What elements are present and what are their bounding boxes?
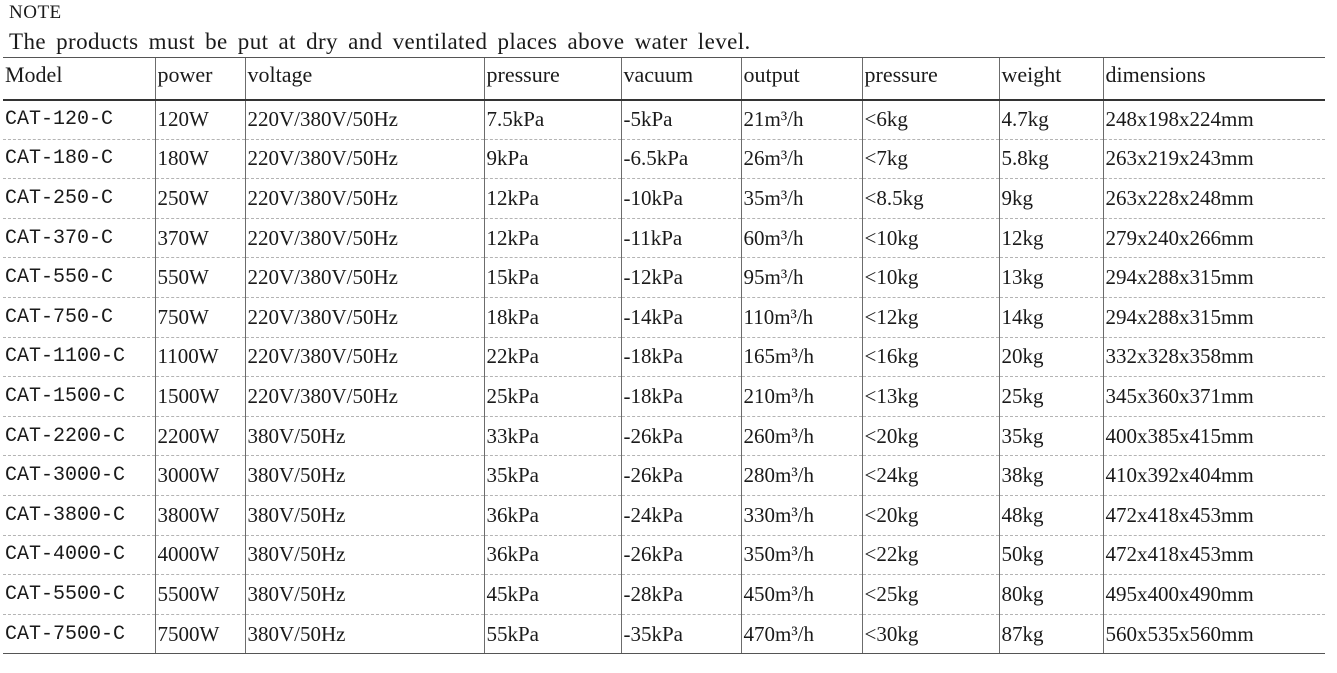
cell-weight: 9kg — [999, 179, 1103, 219]
cell-vacuum: -18kPa — [621, 337, 741, 377]
cell-power: 750W — [155, 297, 245, 337]
cell-voltage: 220V/380V/50Hz — [245, 179, 484, 219]
spec-table — [3, 57, 1325, 654]
cell-voltage: 220V/380V/50Hz — [245, 258, 484, 298]
cell-output: 26m³/h — [741, 139, 862, 179]
header-voltage: voltage — [245, 58, 484, 100]
cell-output: 110m³/h — [741, 297, 862, 337]
cell-weight: 48kg — [999, 495, 1103, 535]
cell-vacuum: -10kPa — [621, 179, 741, 219]
cell-weight: 20kg — [999, 337, 1103, 377]
cell-model: CAT-3000-C — [3, 456, 155, 496]
cell-dimensions: 472x418x453mm — [1103, 535, 1325, 575]
cell-vacuum: -5kPa — [621, 100, 741, 140]
cell-weight: 38kg — [999, 456, 1103, 496]
cell-dimensions: 279x240x266mm — [1103, 218, 1325, 258]
cell-voltage: 380V/50Hz — [245, 495, 484, 535]
cell-output: 450m³/h — [741, 575, 862, 615]
cell-weight: 50kg — [999, 535, 1103, 575]
cell-pressure-2: <30kg — [862, 614, 999, 654]
cell-output: 280m³/h — [741, 456, 862, 496]
cell-weight: 87kg — [999, 614, 1103, 654]
cell-vacuum: -14kPa — [621, 297, 741, 337]
cell-dimensions: 263x219x243mm — [1103, 139, 1325, 179]
cell-pressure-2: <24kg — [862, 456, 999, 496]
table-row — [3, 377, 1325, 417]
cell-pressure-2: <12kg — [862, 297, 999, 337]
table-row — [3, 416, 1325, 456]
cell-weight: 5.8kg — [999, 139, 1103, 179]
cell-dimensions: 332x328x358mm — [1103, 337, 1325, 377]
cell-voltage: 220V/380V/50Hz — [245, 377, 484, 417]
cell-dimensions: 472x418x453mm — [1103, 495, 1325, 535]
cell-dimensions: 560x535x560mm — [1103, 614, 1325, 654]
cell-model: CAT-2200-C — [3, 416, 155, 456]
cell-power: 120W — [155, 100, 245, 140]
cell-vacuum: -26kPa — [621, 416, 741, 456]
cell-model: CAT-550-C — [3, 258, 155, 298]
header-output: output — [741, 58, 862, 100]
cell-output: 260m³/h — [741, 416, 862, 456]
header-vacuum: vacuum — [621, 58, 741, 100]
cell-pressure: 35kPa — [484, 456, 621, 496]
cell-model: CAT-4000-C — [3, 535, 155, 575]
cell-pressure-2: <13kg — [862, 377, 999, 417]
cell-power: 4000W — [155, 535, 245, 575]
cell-vacuum: -11kPa — [621, 218, 741, 258]
cell-weight: 13kg — [999, 258, 1103, 298]
cell-pressure-2: <6kg — [862, 100, 999, 140]
cell-model: CAT-180-C — [3, 139, 155, 179]
cell-voltage: 220V/380V/50Hz — [245, 297, 484, 337]
cell-pressure: 18kPa — [484, 297, 621, 337]
table-row — [3, 218, 1325, 258]
cell-output: 470m³/h — [741, 614, 862, 654]
cell-model: CAT-1500-C — [3, 377, 155, 417]
table-row — [3, 456, 1325, 496]
cell-weight: 12kg — [999, 218, 1103, 258]
cell-output: 350m³/h — [741, 535, 862, 575]
cell-power: 5500W — [155, 575, 245, 615]
cell-pressure: 33kPa — [484, 416, 621, 456]
cell-power: 370W — [155, 218, 245, 258]
cell-model: CAT-3800-C — [3, 495, 155, 535]
header-power: power — [155, 58, 245, 100]
cell-pressure-2: <20kg — [862, 495, 999, 535]
table-row — [3, 139, 1325, 179]
cell-model: CAT-250-C — [3, 179, 155, 219]
cell-power: 3000W — [155, 456, 245, 496]
cell-vacuum: -26kPa — [621, 456, 741, 496]
cell-voltage: 380V/50Hz — [245, 456, 484, 496]
cell-pressure: 12kPa — [484, 179, 621, 219]
table-row — [3, 100, 1325, 140]
cell-pressure: 55kPa — [484, 614, 621, 654]
cell-dimensions: 400x385x415mm — [1103, 416, 1325, 456]
cell-power: 550W — [155, 258, 245, 298]
table-row — [3, 495, 1325, 535]
cell-dimensions: 294x288x315mm — [1103, 258, 1325, 298]
table-row — [3, 297, 1325, 337]
cell-voltage: 220V/380V/50Hz — [245, 218, 484, 258]
cell-dimensions: 294x288x315mm — [1103, 297, 1325, 337]
header-model: Model — [3, 58, 155, 100]
cell-pressure: 7.5kPa — [484, 100, 621, 140]
cell-pressure: 15kPa — [484, 258, 621, 298]
cell-weight: 35kg — [999, 416, 1103, 456]
cell-pressure-2: <25kg — [862, 575, 999, 615]
cell-pressure: 12kPa — [484, 218, 621, 258]
cell-output: 60m³/h — [741, 218, 862, 258]
cell-output: 330m³/h — [741, 495, 862, 535]
cell-voltage: 380V/50Hz — [245, 416, 484, 456]
cell-power: 7500W — [155, 614, 245, 654]
cell-dimensions: 263x228x248mm — [1103, 179, 1325, 219]
cell-weight: 4.7kg — [999, 100, 1103, 140]
cell-power: 1500W — [155, 377, 245, 417]
table-body — [3, 100, 1325, 654]
cell-vacuum: -12kPa — [621, 258, 741, 298]
cell-output: 165m³/h — [741, 337, 862, 377]
note-text: The products must be put at dry and ventilated places above water level. — [9, 29, 751, 54]
cell-voltage: 220V/380V/50Hz — [245, 100, 484, 140]
cell-power: 180W — [155, 139, 245, 179]
cell-pressure-2: <10kg — [862, 258, 999, 298]
cell-voltage: 220V/380V/50Hz — [245, 337, 484, 377]
cell-model: CAT-5500-C — [3, 575, 155, 615]
header-pressure-2: pressure — [862, 58, 999, 100]
cell-power: 3800W — [155, 495, 245, 535]
cell-voltage: 380V/50Hz — [245, 575, 484, 615]
cell-voltage: 220V/380V/50Hz — [245, 139, 484, 179]
table-row — [3, 614, 1325, 654]
table-row — [3, 258, 1325, 298]
cell-weight: 14kg — [999, 297, 1103, 337]
table-row — [3, 337, 1325, 377]
cell-pressure: 45kPa — [484, 575, 621, 615]
cell-power: 2200W — [155, 416, 245, 456]
header-pressure: pressure — [484, 58, 621, 100]
cell-pressure-2: <8.5kg — [862, 179, 999, 219]
note-title: NOTE — [9, 2, 62, 23]
cell-vacuum: -28kPa — [621, 575, 741, 615]
header-dimensions: dimensions — [1103, 58, 1325, 100]
header-row — [3, 58, 1325, 100]
cell-output: 21m³/h — [741, 100, 862, 140]
cell-dimensions: 248x198x224mm — [1103, 100, 1325, 140]
cell-model: CAT-1100-C — [3, 337, 155, 377]
cell-pressure: 36kPa — [484, 495, 621, 535]
cell-pressure: 9kPa — [484, 139, 621, 179]
cell-vacuum: -24kPa — [621, 495, 741, 535]
cell-pressure: 36kPa — [484, 535, 621, 575]
cell-dimensions: 495x400x490mm — [1103, 575, 1325, 615]
cell-vacuum: -18kPa — [621, 377, 741, 417]
cell-vacuum: -6.5kPa — [621, 139, 741, 179]
cell-weight: 25kg — [999, 377, 1103, 417]
cell-weight: 80kg — [999, 575, 1103, 615]
cell-voltage: 380V/50Hz — [245, 614, 484, 654]
cell-output: 210m³/h — [741, 377, 862, 417]
cell-pressure: 22kPa — [484, 337, 621, 377]
header-weight: weight — [999, 58, 1103, 100]
cell-model: CAT-7500-C — [3, 614, 155, 654]
table-row — [3, 575, 1325, 615]
cell-output: 95m³/h — [741, 258, 862, 298]
cell-voltage: 380V/50Hz — [245, 535, 484, 575]
cell-power: 1100W — [155, 337, 245, 377]
table-header — [3, 58, 1325, 100]
cell-model: CAT-120-C — [3, 100, 155, 140]
cell-pressure-2: <22kg — [862, 535, 999, 575]
cell-pressure-2: <16kg — [862, 337, 999, 377]
spec-table-container — [3, 57, 1325, 654]
cell-pressure: 25kPa — [484, 377, 621, 417]
cell-power: 250W — [155, 179, 245, 219]
cell-output: 35m³/h — [741, 179, 862, 219]
cell-vacuum: -26kPa — [621, 535, 741, 575]
cell-dimensions: 410x392x404mm — [1103, 456, 1325, 496]
cell-pressure-2: <10kg — [862, 218, 999, 258]
cell-pressure-2: <20kg — [862, 416, 999, 456]
table-row — [3, 179, 1325, 219]
table-row — [3, 535, 1325, 575]
cell-model: CAT-370-C — [3, 218, 155, 258]
cell-model: CAT-750-C — [3, 297, 155, 337]
cell-vacuum: -35kPa — [621, 614, 741, 654]
cell-dimensions: 345x360x371mm — [1103, 377, 1325, 417]
cell-pressure-2: <7kg — [862, 139, 999, 179]
